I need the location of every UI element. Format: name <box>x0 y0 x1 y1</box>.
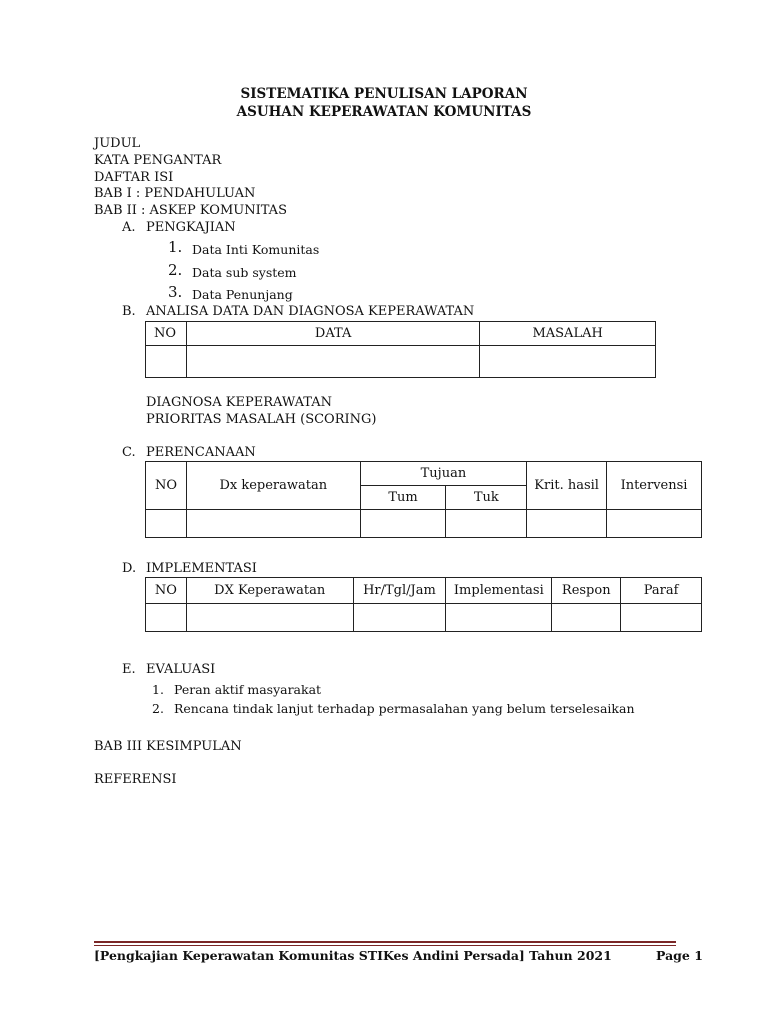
table-cell <box>360 510 446 538</box>
document-title-line-1: SISTEMATIKA PENULISAN LAPORAN <box>240 86 528 102</box>
column-header-krit-hasil: Krit. hasil <box>527 462 607 510</box>
column-header-tuk: Tuk <box>446 486 527 510</box>
section-a-item-2-text: Data sub system <box>192 265 297 280</box>
column-header-dx-keperawatan: DX Keperawatan <box>186 578 353 604</box>
column-header-paraf: Paraf <box>621 578 702 604</box>
bab-3-heading: BAB III KESIMPULAN <box>94 739 242 754</box>
perencanaan-header-row-1 <box>146 462 702 486</box>
section-a-item-1-text: Data Inti Komunitas <box>192 242 320 257</box>
analisa-data-header-row <box>146 322 656 346</box>
table-cell <box>552 604 621 632</box>
section-a-label: PENGKAJIAN <box>146 220 236 235</box>
outline-bab-1: BAB I : PENDAHULUAN <box>94 186 256 201</box>
implementasi-table <box>145 577 702 632</box>
column-header-dx-keperawatan: Dx keperawatan <box>186 462 360 510</box>
section-a-item-3-number: 3. <box>168 283 183 301</box>
outline-bab-2: BAB II : ASKEP KOMUNITAS <box>94 203 287 218</box>
perencanaan-table <box>145 461 702 538</box>
section-b-marker: B. <box>122 304 136 319</box>
section-e-item-1-number: 1. <box>152 682 164 697</box>
table-cell <box>446 510 527 538</box>
column-header-respon: Respon <box>552 578 621 604</box>
section-d-marker: D. <box>122 561 137 576</box>
footer-rule-thin <box>94 945 676 946</box>
outline-daftar-isi: DAFTAR ISI <box>94 170 174 185</box>
table-cell <box>607 510 702 538</box>
document-title-line-2: ASUHAN KEPERAWATAN KOMUNITAS <box>236 104 532 120</box>
section-e-label: EVALUASI <box>146 662 216 677</box>
table-cell <box>527 510 607 538</box>
section-e-item-1-text: Peran aktif masyarakat <box>174 682 322 697</box>
table-cell <box>186 346 479 378</box>
section-c-label: PERENCANAAN <box>146 445 256 460</box>
column-header-data: DATA <box>186 322 479 346</box>
column-header-no: NO <box>146 578 187 604</box>
diagnosa-keperawatan-heading: DIAGNOSA KEPERAWATAN <box>146 395 332 410</box>
section-c-marker: C. <box>122 445 136 460</box>
analisa-data-table <box>145 321 656 378</box>
section-a-item-2-number: 2. <box>168 261 183 279</box>
page-number: Page 1 <box>656 948 703 963</box>
column-header-tum: Tum <box>360 486 446 510</box>
table-row <box>146 510 702 538</box>
table-cell <box>621 604 702 632</box>
table-cell <box>186 604 353 632</box>
column-header-intervensi: Intervensi <box>607 462 702 510</box>
footer-rule-thick <box>94 941 676 943</box>
table-cell <box>446 604 552 632</box>
table-cell <box>146 510 187 538</box>
column-header-hr-tgl-jam: Hr/Tgl/Jam <box>353 578 446 604</box>
table-cell <box>480 346 656 378</box>
table-cell <box>146 346 187 378</box>
outline-judul: JUDUL <box>94 136 141 151</box>
table-cell <box>146 604 187 632</box>
section-e-marker: E. <box>122 662 136 677</box>
table-cell <box>186 510 360 538</box>
table-cell <box>353 604 446 632</box>
section-e-item-2-text: Rencana tindak lanjut terhadap permasalahan yang belum terselesaikan <box>174 701 635 716</box>
table-row <box>146 604 702 632</box>
implementasi-header-row <box>146 578 702 604</box>
section-a-marker: A. <box>122 220 136 235</box>
referensi-heading: REFERENSI <box>94 772 177 787</box>
column-header-masalah: MASALAH <box>480 322 656 346</box>
section-a-item-1-number: 1. <box>168 238 183 256</box>
column-header-implementasi: Implementasi <box>446 578 552 604</box>
column-header-no: NO <box>146 462 187 510</box>
table-row <box>146 346 656 378</box>
section-a-item-3-text: Data Penunjang <box>192 287 293 302</box>
footer-text: [Pengkajian Keperawatan Komunitas STIKes Andini Persada] Tahun 2021 <box>94 948 612 963</box>
section-b-label: ANALISA DATA DAN DIAGNOSA KEPERAWATAN <box>146 304 475 319</box>
column-header-no: NO <box>146 322 187 346</box>
column-header-tujuan: Tujuan <box>360 462 527 486</box>
section-e-item-2-number: 2. <box>152 701 164 716</box>
prioritas-masalah-heading: PRIORITAS MASALAH (SCORING) <box>146 412 377 427</box>
section-d-label: IMPLEMENTASI <box>146 561 257 576</box>
outline-kata-pengantar: KATA PENGANTAR <box>94 153 222 168</box>
